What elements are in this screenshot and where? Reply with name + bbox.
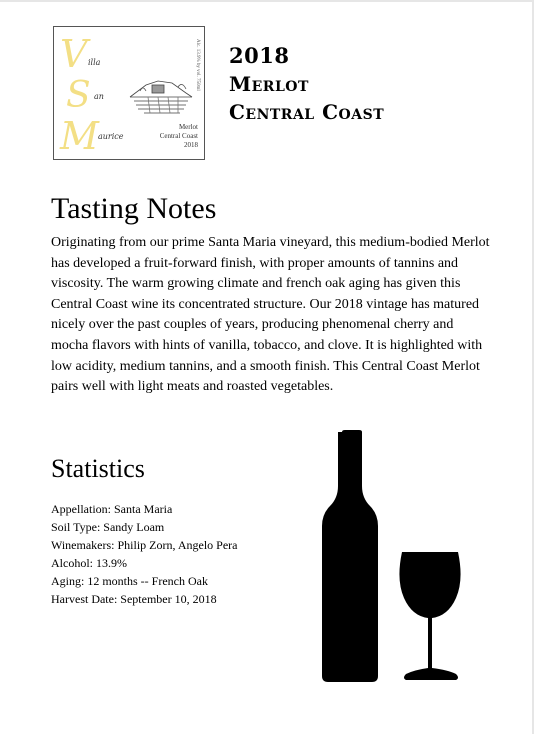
label-region: Central Coast <box>159 132 198 140</box>
stat-alcohol: Alcohol: 13.9% <box>51 556 127 570</box>
wine-label-artwork <box>54 27 204 159</box>
stat-appellation: Appellation: Santa Maria <box>51 502 173 516</box>
logo-word-illa: illa <box>88 58 101 67</box>
logo-letter-m: M <box>60 114 99 158</box>
logo-word-an: an <box>94 92 104 101</box>
stat-soil-type: Soil Type: Sandy Loam <box>51 520 165 534</box>
wine-glass-icon <box>399 552 460 680</box>
stat-harvest-date: Harvest Date: September 10, 2018 <box>51 592 217 606</box>
label-side-text: Alc. 13.9% by vol. 750ml <box>195 39 200 91</box>
statistics-heading: Statistics <box>51 454 145 483</box>
label-year: 2018 <box>184 141 198 149</box>
wine-title <box>229 42 384 126</box>
stat-winemakers: Winemakers: Philip Zorn, Angelo Pera <box>51 538 238 552</box>
logo-letter-s: S <box>66 75 91 116</box>
statistics-list <box>51 500 237 608</box>
vineyard-sketch-icon <box>130 81 192 113</box>
logo-word-aurice: aurice <box>98 132 124 141</box>
wine-region: Central Coast <box>229 100 385 124</box>
label-details <box>160 123 198 150</box>
logo-letter-v: V <box>60 32 88 76</box>
tasting-notes-body: Originating from our prime Santa Maria vineyard, this medium-bodied Merlot has developed a fruit-forward finish, with proper amounts of tannins and viscosity. The warm growing climate and french oak aging has given this Central Coast wine its concentrated structure. Our 2018 vintage has matured nicely over the past couples of years, producing phenomenal cherry and mocha flavors with hints of vanilla, tobacco, and clove. It is highlighted with low acidity, medium tannins, and a smooth finish. This Central Coast Merlot pairs well with light meats and roasted vegetables. <box>51 235 490 395</box>
wine-bottle-icon <box>322 430 378 682</box>
wine-year: 2018 <box>229 43 290 68</box>
wine-label-image <box>53 26 205 160</box>
label-wine-name: Merlot <box>178 123 198 131</box>
wine-varietal: Merlot <box>229 72 309 96</box>
stat-aging: Aging: 12 months -- French Oak <box>51 574 208 588</box>
page-edge-top <box>0 0 534 2</box>
tasting-notes-heading: Tasting Notes <box>51 192 217 225</box>
wine-silhouette-art <box>318 430 468 686</box>
